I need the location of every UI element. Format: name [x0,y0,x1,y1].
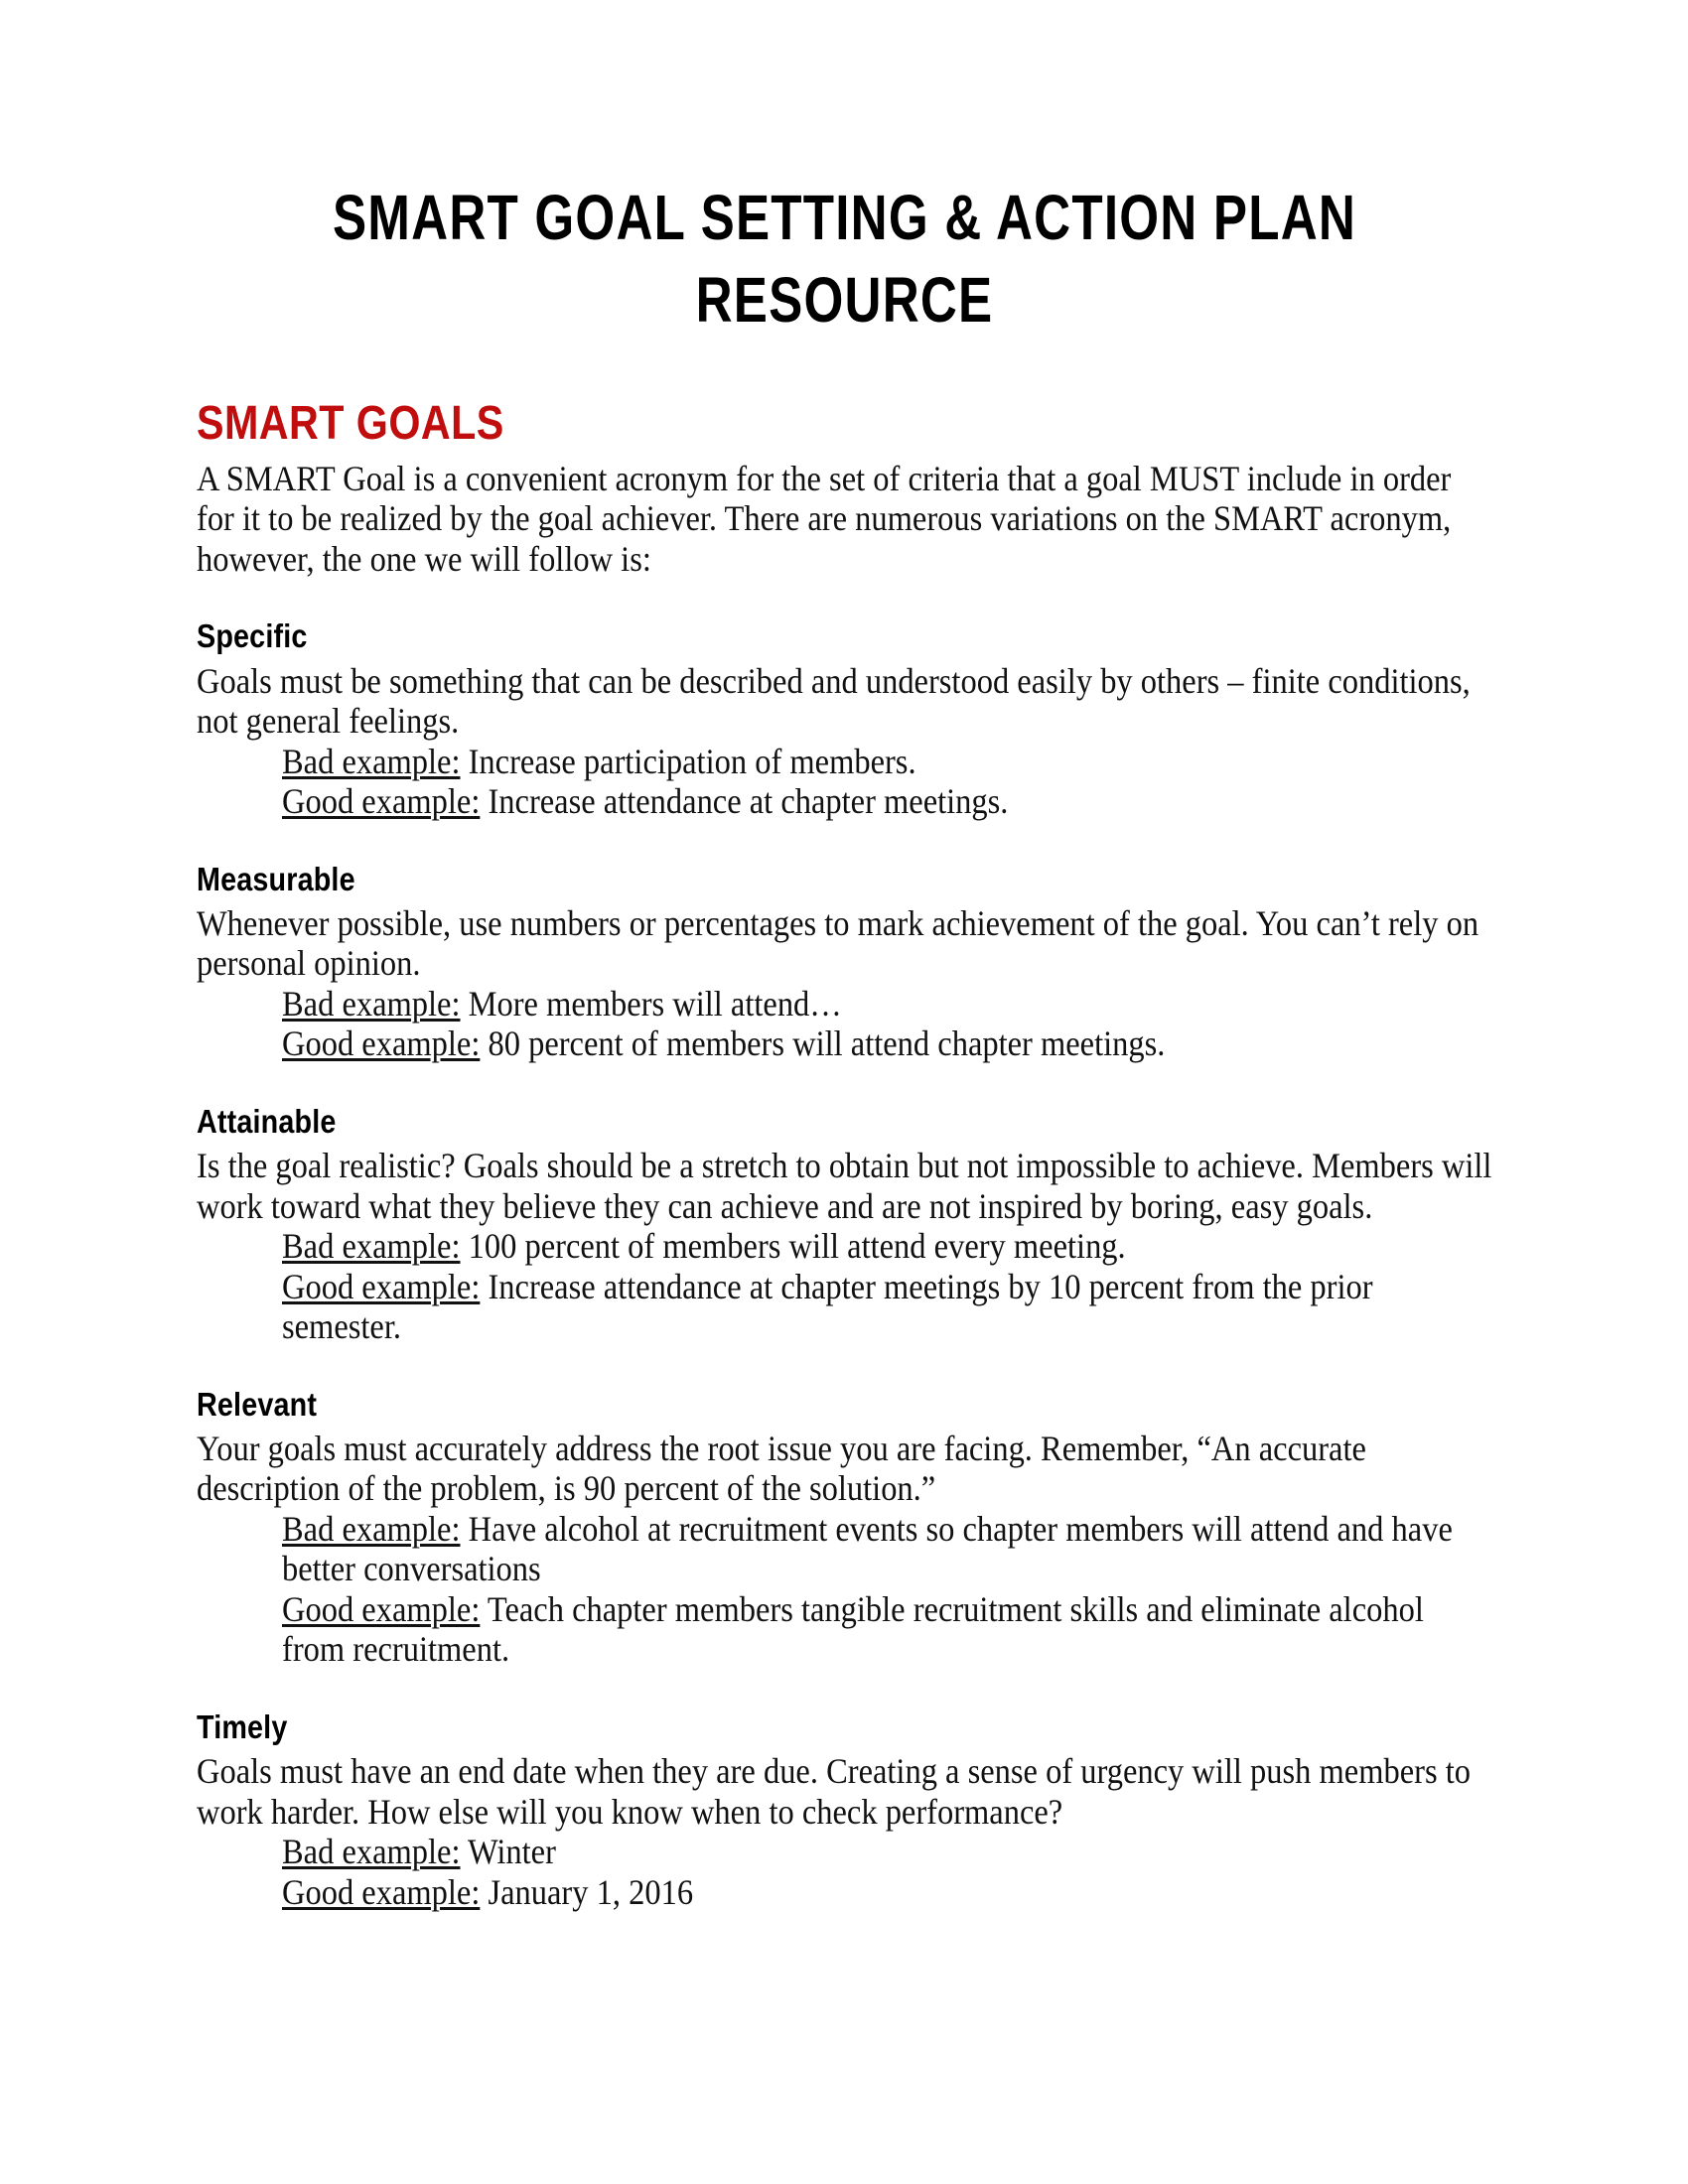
bad-example-label: Bad example: [282,741,461,781]
intro-paragraph: A SMART Goal is a convenient acronym for the set of criteria that a goal MUST include in order for it to be realized by the goal achiever. There are numerous variations on the SMART acronym, however, the one we will follow is: [197,458,1452,579]
good-example-label: Good example: [282,1266,481,1306]
document-title [327,0,1363,341]
examples-relevant [197,1509,1492,1670]
good-example-text: January 1, 2016 [488,1871,694,1912]
section-heading-relevant: Relevant [197,1385,318,1423]
good-example-specific [282,781,1492,822]
section-relevant [197,1347,1492,1670]
section-description-measurable: Whenever possible, use numbers or percentages to mark achievement of the goal. You can’t rely on personal opinion. [197,902,1479,984]
examples-measurable [197,984,1492,1064]
bad-example-measurable [282,984,1492,1024]
good-example-text: Increase attendance at chapter meetings. [488,781,1009,822]
bad-example-text: 100 percent of members will attend every meeting. [468,1226,1126,1267]
page-content [197,0,1492,1912]
section-heading-specific: Specific [197,617,308,655]
examples-attainable [197,1226,1492,1347]
good-example-label: Good example: [282,1024,481,1064]
good-example-relevant [282,1589,1492,1670]
examples-specific [197,742,1492,822]
bad-example-timely [282,1832,1492,1872]
bad-example-label: Bad example: [282,1226,461,1267]
bad-example-text: Winter [468,1832,556,1872]
section-description-attainable: Is the goal realistic? Goals should be a stretch to obtain but not impossible to achieve. Members will work toward what they believe they can achieve and are not inspired by boring, easy goals. [197,1146,1492,1226]
bad-example-label: Bad example: [282,1508,461,1549]
good-example-attainable [282,1267,1492,1347]
bad-example-text: Increase participation of members. [468,741,916,781]
good-example-text: Teach chapter members tangible recruitment skills and eliminate alcohol from recruitment. [282,1588,1424,1670]
bad-example-specific [282,742,1492,782]
bad-example-text: More members will attend… [468,983,842,1024]
section-description-specific: Goals must be something that can be described and understood easily by others – finite conditions, not general feelings. [197,660,1471,742]
section-description-timely: Goals must have an end date when they are due. Creating a sense of urgency will push members to work harder. How else will you know when to check performance? [197,1751,1472,1832]
section-description-relevant: Your goals must accurately address the root issue you are facing. Remember, “An accurate description of the problem, is 90 percent of the solution.” [197,1428,1366,1509]
section-heading-measurable: Measurable [197,860,355,897]
good-example-timely [282,1872,1492,1913]
good-example-text: 80 percent of members will attend chapter meetings. [488,1024,1166,1064]
section-attainable [197,1064,1492,1347]
document-title-line-1: SMART GOAL SETTING & ACTION PLAN [332,182,1357,253]
bad-example-text: Have alcohol at recruitment events so chapter members will attend and have better conversations [282,1508,1453,1589]
good-example-label: Good example: [282,781,481,822]
examples-timely [197,1832,1492,1912]
section-specific [197,579,1492,821]
section-measurable [197,822,1492,1064]
bad-example-relevant [282,1509,1492,1589]
bad-example-label: Bad example: [282,1832,461,1872]
document-title-line-2: RESOURCE [695,264,994,337]
section-heading-timely: Timely [197,1707,288,1745]
section-timely [197,1670,1492,1912]
good-example-text: Increase attendance at chapter meetings by 10 percent from the prior semester. [282,1266,1373,1347]
bad-example-attainable [282,1226,1492,1267]
section-heading-attainable: Attainable [197,1102,337,1140]
good-example-label: Good example: [282,1871,481,1912]
smart-goals-heading: SMART GOALS [197,397,504,451]
good-example-label: Good example: [282,1588,481,1629]
good-example-measurable [282,1024,1492,1064]
bad-example-label: Bad example: [282,983,461,1024]
